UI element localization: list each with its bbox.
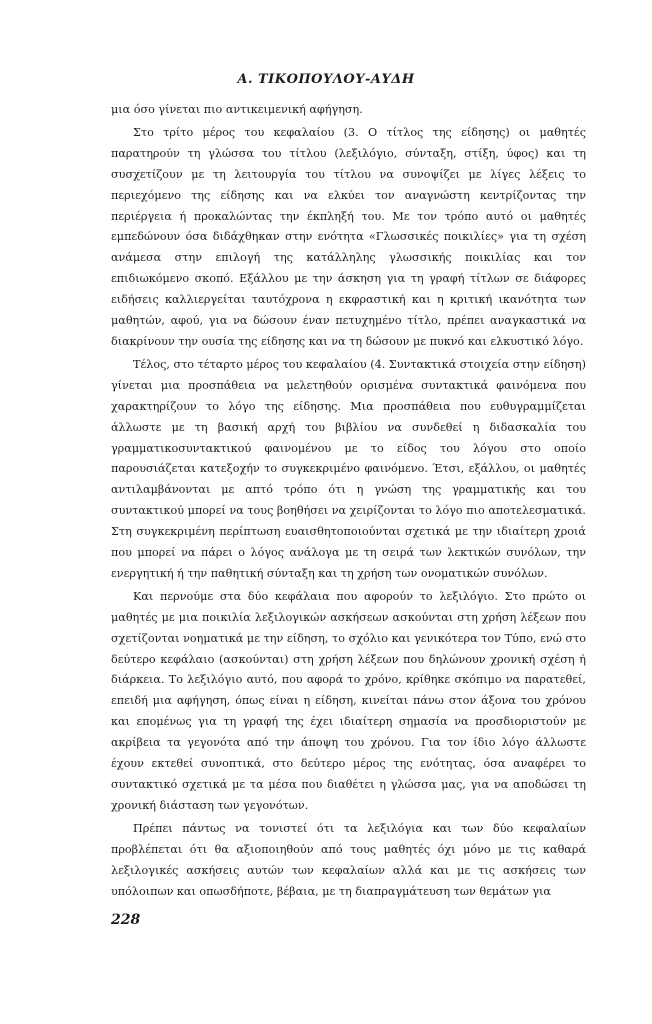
page-number: 228 <box>111 912 141 928</box>
paragraph-4: Και περνούμε στα δύο κεφάλαια που αφορούν το λεξιλόγιο. Στο πρώτο οι μαθητές με μια ποικιλία λεξιλογικών ασκήσεων ασκούνται στη χρήση λέξεων που σχετίζονται νοηματικά με την είδηση, το σχόλιο και γενικότερα τον Τύπο, ενώ στο δεύτερο κεφάλαιο (ασκούνται) στη χρήση λέξεων που δηλώνουν χρονική σχέση ή διάρκεια. Το λεξιλόγιο αυτό, που αφορά το χρόνο, κρίθηκε σκόπιμο να παρατεθεί, επειδή μια αφήγηση, όπως είναι η είδηση, κινείται πάνω στον άξονα του χρόνου και επομένως για τη γραφή της έχει ιδιαίτερη σημασία να προσδιοριστούν με ακρίβεια τα γεγονότα από την άποψη του χρόνου. Για τον ίδιο λόγο άλλωστε έχουν εκτεθεί συνοπτικά, στο δεύτερο μέρος της ενότητας, όσα αναφέρει το συντακτικό σχετικά με τα μέσα που διαθέτει η γλώσσα μας, για να αποδώσει τη χρονική διάσταση των γεγονότων. <box>111 589 586 812</box>
running-header: Α. ΤΙΚΟΠΟΥΛΟΥ-ΑΥΔΗ <box>237 72 415 87</box>
paragraph-2: Στο τρίτο μέρος του κεφαλαίου (3. Ο τίτλος της είδησης) οι μαθητές παρατηρούν τη γλώσσα του τίτλου (λεξιλόγιο, σύνταξη, στίξη, ύφος) και τη συσχετίζουν με τη λειτουργία του τίτλου να συνοψίζει με λίγες λέξεις το περιεχόμενο της είδησης και να ελκύει τον αναγνώστη κεντρίζοντας την περιέργεια ή προκαλώντας την έκπληξή του. Με τον τρόπο αυτό οι μαθητές εμπεδώνουν όσα διδάχθηκαν στην ενότητα «Γλωσσικές ποικιλίες» για τη σχέση ανάμεσα στην επιλογή της κατάλληλης γλωσσικής ποικιλίας και τον επιδιωκόμενο σκοπό. Εξάλλου με την άσκηση για τη γραφή τίτλων σε διάφορες ειδήσεις καλλιεργείται ταυτόχρονα η εκφραστική και η κριτική ικανότητα των μαθητών, αφού, για να δώσουν έναν πετυχημένο τίτλο, πρέπει αναγκαστικά να διακρίνουν την ουσία της είδησης και να τη δώσουν με πυκνό και ελκυστικό λόγο. <box>111 125 586 348</box>
paragraph-3: Τέλος, στο τέταρτο μέρος του κεφαλαίου (4. Συντακτικά στοιχεία στην είδηση) γίνεται μια προσπάθεια να μελετηθούν ορισμένα συντακτικά φαινόμενα που χαρακτηρίζουν το λόγο της είδησης. Μια προσπάθεια που ευθυγραμμίζεται άλλωστε με τη βασική αρχή του βιβλίου να συνδεθεί η διδασκαλία του γραμματικοσυντακτικού φαινομένου με το είδος του λόγου στο οποίο παρουσιάζεται κατεξοχήν το συγκεκριμένο φαινόμενο. Έτσι, εξάλλου, οι μαθητές αντιλαμβάνονται με απτό τρόπο ότι η γνώση της γραμματικής και του συντακτικού μπορεί να τους βοηθήσει να χειρίζονται το λόγο πιο αποτελεσματικά. Στη συγκεκριμένη περίπτωση ευαισθητοποιούνται σχετικά με την ιδιαίτερη χροιά που μπορεί να πάρει ο λόγος ανάλογα με τη σειρά των λεκτικών συνόλων, την ενεργητική ή την παθητική σύνταξη και τη χρήση των ονοματικών συνόλων. <box>111 357 586 580</box>
body-text <box>111 100 586 904</box>
paragraph-1: μια όσο γίνεται πιο αντικειμενική αφήγηση. <box>111 103 363 116</box>
paragraph-5: Πρέπει πάντως να τονιστεί ότι τα λεξιλόγια και των δύο κεφαλαίων προβλέπεται ότι θα αξιοποιηθούν από τους μαθητές όχι μόνο με τις καθαρά λεξιλογικές ασκήσεις αυτών των κεφαλαίων αλλά και με τις ασκήσεις των υπόλοιπων και οπωσδήποτε, βέβαια, με τη διαπραγμάτευση των θεμάτων για <box>111 821 586 898</box>
